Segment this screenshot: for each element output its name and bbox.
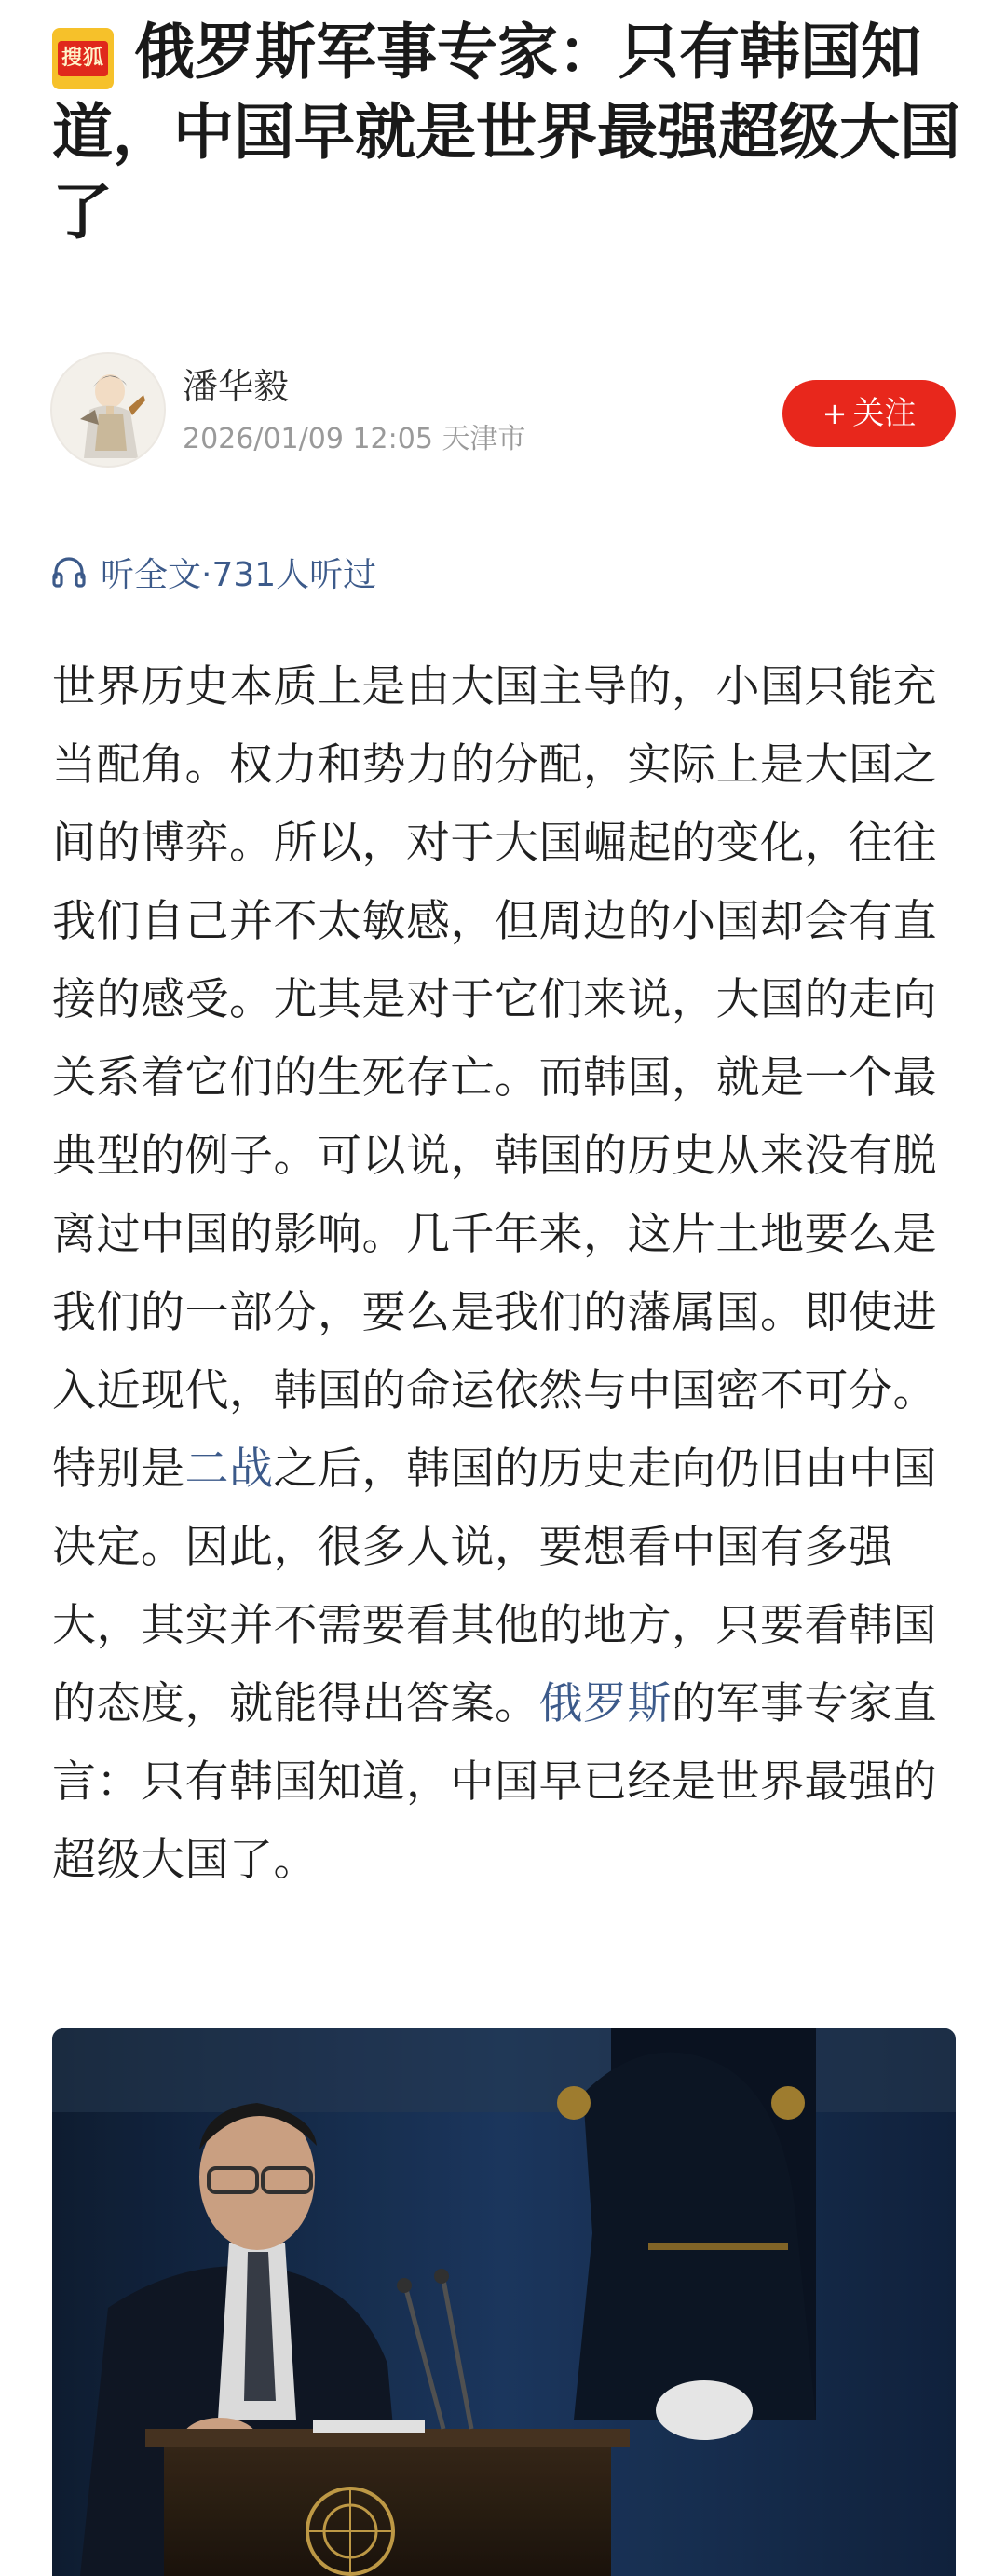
- article-photo[interactable]: [52, 2028, 956, 2576]
- logo-text: 搜狐: [58, 41, 108, 76]
- link-russia[interactable]: 俄罗斯: [538, 1678, 672, 1729]
- listen-full-article[interactable]: [50, 546, 376, 598]
- publish-meta: 2026/01/09 12:05 天津市: [183, 423, 526, 455]
- article-title: 俄罗斯军事专家：只有韩国知道，中国早就是世界最强超级大国了: [52, 18, 961, 248]
- author-name[interactable]: 潘华毅: [183, 366, 290, 407]
- title-block: [52, 13, 965, 253]
- listen-label: 听全文·731人听过: [101, 555, 377, 594]
- body-text-part2: 之后，韩国的历史走向仍旧由中国决定。因此，很多人说，要想看中国有多强大，其实并不需要看其他的地方，只要看韩国的态度，就能得出答案。: [52, 1444, 937, 1729]
- article-body: [52, 648, 958, 1900]
- follow-button[interactable]: [782, 380, 956, 447]
- speaker-photo-illustration: [52, 2028, 956, 2576]
- body-text-part3: 的军事专家直言：只有韩国知道，中国早已经是世界最强的超级大国了。: [52, 1678, 937, 1886]
- follow-label: 关注: [852, 395, 917, 432]
- headphones-icon: [50, 553, 88, 590]
- body-text-part1: 世界历史本质上是由大国主导的，小国只能充当配角。权力和势力的分配，实际上是大国之间的博弈。所以，对于大国崛起的变化，往往我们自己并不太敏感，但周边的小国却会有直接的感受。尤其是对于它们来说，大国的走向关系着它们的生死存亡。而韩国，就是一个最典型的例子。可以说，韩国的历史从来没有脱离过中国的影响。几千年来，这片土地要么是我们的一部分，要么是我们的藩属国。即使进入近现代，韩国的命运依然与中国密不可分。特别是: [52, 661, 937, 1495]
- plus-icon: +: [822, 396, 848, 431]
- link-ww2[interactable]: 二战: [184, 1444, 274, 1495]
- sohu-logo-icon: [52, 28, 114, 89]
- author-avatar[interactable]: [50, 352, 166, 468]
- avatar-illustration-icon: [52, 354, 164, 466]
